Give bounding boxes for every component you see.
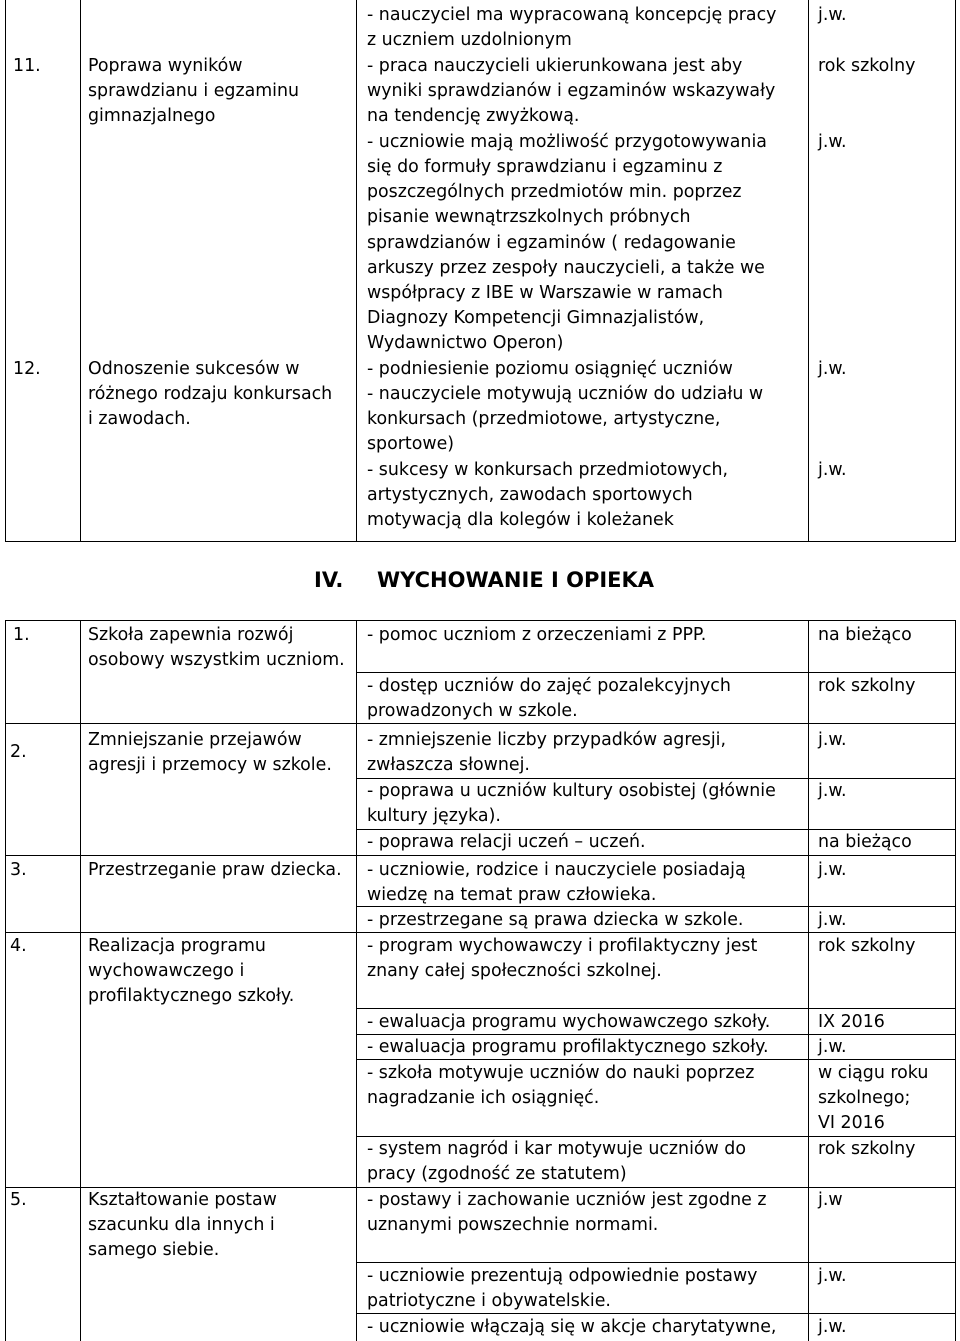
term-text: rok szkolny (818, 1139, 916, 1159)
table-border (5, 541, 956, 542)
term-text: na bieżąco (818, 832, 912, 852)
action-text: motywacją dla kolegów i koleżanek (367, 510, 674, 530)
term-text: j.w. (818, 132, 847, 152)
term-text: rok szkolny (818, 936, 916, 956)
term-text: j.w. (818, 1317, 847, 1337)
action-text: na tendencję zwyżkową. (367, 106, 580, 126)
action-text: - uczniowie, rodzice i nauczyciele posiadają (367, 860, 746, 880)
goal-text: Przestrzeganie praw dziecka. (88, 860, 342, 880)
goal-text: gimnazjalnego (88, 106, 216, 126)
action-text: uznanymi powszechnie normami. (367, 1215, 659, 1235)
goal-text: Kształtowanie postaw (88, 1190, 277, 1210)
table-border (356, 0, 357, 542)
action-text: - uczniowie włączają się w akcje charytatywne, (367, 1317, 777, 1337)
action-text: - pomoc uczniom z orzeczeniami z PPP. (367, 625, 707, 645)
action-text: nagradzanie ich osiągnięć. (367, 1088, 600, 1108)
goal-text: i zawodach. (88, 409, 191, 429)
goal-text: osobowy wszystkim uczniom. (88, 650, 345, 670)
row-number: 1. (13, 625, 30, 645)
term-text: IX 2016 (818, 1012, 885, 1032)
action-text: kultury języka). (367, 806, 501, 826)
goal-text: Szkoła zapewnia rozwój (88, 625, 294, 645)
table-border (5, 723, 356, 724)
action-text: prowadzonych w szkole. (367, 701, 578, 721)
term-text: na bieżąco (818, 625, 912, 645)
action-text: pracy (zgodność ze statutem) (367, 1164, 627, 1184)
section-title: WYCHOWANIE I OPIEKA (377, 568, 655, 592)
action-text: z uczniem uzdolnionym (367, 30, 572, 50)
action-text: - postawy i zachowanie uczniów jest zgodne z (367, 1190, 767, 1210)
goal-text: Realizacja programu (88, 936, 266, 956)
term-text: j.w. (818, 781, 847, 801)
action-text: - sukcesy w konkursach przedmiotowych, (367, 460, 729, 480)
table-border (356, 672, 956, 673)
row-number: 3. (10, 860, 27, 880)
action-text: - poprawa relacji uczeń – uczeń. (367, 832, 646, 852)
action-text: arkuszy przez zespoły nauczycieli, a także we (367, 258, 765, 278)
table-border (356, 620, 357, 1341)
row-number: 4. (10, 936, 27, 956)
goal-text: profilaktycznego szkoły. (88, 986, 295, 1006)
action-text: zwłaszcza słownej. (367, 755, 530, 775)
term-text: j.w. (818, 910, 847, 930)
term-text: rok szkolny (818, 56, 916, 76)
section-number: IV. (314, 568, 344, 592)
action-text: artystycznych, zawodach sportowych (367, 485, 693, 505)
goal-text: różnego rodzaju konkursach (88, 384, 333, 404)
goal-text: wychowawczego i (88, 961, 245, 981)
table-border (5, 620, 956, 621)
action-text: - dostęp uczniów do zajęć pozalekcyjnych (367, 676, 731, 696)
action-text: Wydawnictwo Operon) (367, 333, 564, 353)
action-text: - nauczyciele motywują uczniów do udziału w (367, 384, 764, 404)
action-text: - poprawa u uczniów kultury osobistej (głównie (367, 781, 776, 801)
term-text: j.w. (818, 359, 847, 379)
term-text: szkolnego; (818, 1088, 911, 1108)
row-number: 12. (13, 359, 41, 379)
action-text: znany całej społeczności szkolnej. (367, 961, 662, 981)
term-text: VI 2016 (818, 1113, 885, 1133)
term-text: j.w. (818, 460, 847, 480)
row-number: 5. (10, 1190, 27, 1210)
action-text: - praca nauczycieli ukierunkowana jest aby (367, 56, 743, 76)
term-text: rok szkolny (818, 676, 916, 696)
table-border (5, 0, 6, 542)
action-text: pisanie wewnątrzszkolnych próbnych (367, 207, 691, 227)
action-text: - ewaluacja programu profilaktycznego szkoły. (367, 1037, 769, 1057)
table-border (80, 620, 81, 1341)
goal-text: sprawdzianu i egzaminu (88, 81, 300, 101)
table-border (5, 932, 356, 933)
action-text: - ewaluacja programu wychowawczego szkoły. (367, 1012, 771, 1032)
action-text: się do formuły sprawdzianu i egzaminu z (367, 157, 723, 177)
row-number: 2. (10, 742, 27, 762)
action-text: - szkoła motywuje uczniów do nauki poprzez (367, 1063, 755, 1083)
term-text: j.w. (818, 730, 847, 750)
table-border (955, 620, 956, 1341)
goal-text: Zmniejszanie przejawów (88, 730, 302, 750)
term-text: j.w. (818, 860, 847, 880)
row-number: 11. (13, 56, 41, 76)
action-text: sportowe) (367, 434, 455, 454)
table-border (808, 620, 809, 1341)
action-text: Diagnozy Kompetencji Gimnazjalistów, (367, 308, 705, 328)
table-border (955, 0, 956, 542)
action-text: - uczniowie prezentują odpowiednie postawy (367, 1266, 758, 1286)
action-text: - program wychowawczy i profilaktyczny jest (367, 936, 758, 956)
table-border (808, 0, 809, 542)
goal-text: Poprawa wyników (88, 56, 243, 76)
term-text: j.w. (818, 1037, 847, 1057)
term-text: j.w. (818, 5, 847, 25)
term-text: w ciągu roku (818, 1063, 929, 1083)
table-border (5, 855, 356, 856)
action-text: współpracy z IBE w Warszawie w ramach (367, 283, 723, 303)
action-text: - zmniejszenie liczby przypadków agresji, (367, 730, 727, 750)
action-text: - uczniowie mają możliwość przygotowywania (367, 132, 767, 152)
term-text: j.w (818, 1190, 843, 1210)
action-text: wiedzę na temat praw człowieka. (367, 885, 657, 905)
goal-text: Odnoszenie sukcesów w (88, 359, 300, 379)
action-text: - przestrzegane są prawa dziecka w szkole. (367, 910, 744, 930)
action-text: poszczególnych przedmiotów min. poprzez (367, 182, 742, 202)
action-text: konkursach (przedmiotowe, artystyczne, (367, 409, 721, 429)
action-text: - nauczyciel ma wypracowaną koncepcję pracy (367, 5, 777, 25)
term-text: j.w. (818, 1266, 847, 1286)
goal-text: agresji i przemocy w szkole. (88, 755, 332, 775)
table-border (356, 1008, 956, 1009)
action-text: - system nagród i kar motywuje uczniów do (367, 1139, 746, 1159)
table-border (80, 0, 81, 542)
action-text: - podniesienie poziomu osiągnięć uczniów (367, 359, 733, 379)
action-text: sprawdzianów i egzaminów ( redagowanie (367, 233, 736, 253)
goal-text: szacunku dla innych i (88, 1215, 275, 1235)
table-border (5, 620, 6, 1341)
action-text: patriotyczne i obywatelskie. (367, 1291, 611, 1311)
table-border (356, 1262, 956, 1263)
goal-text: samego siebie. (88, 1240, 220, 1260)
action-text: wyniki sprawdzianów i egzaminów wskazywały (367, 81, 776, 101)
